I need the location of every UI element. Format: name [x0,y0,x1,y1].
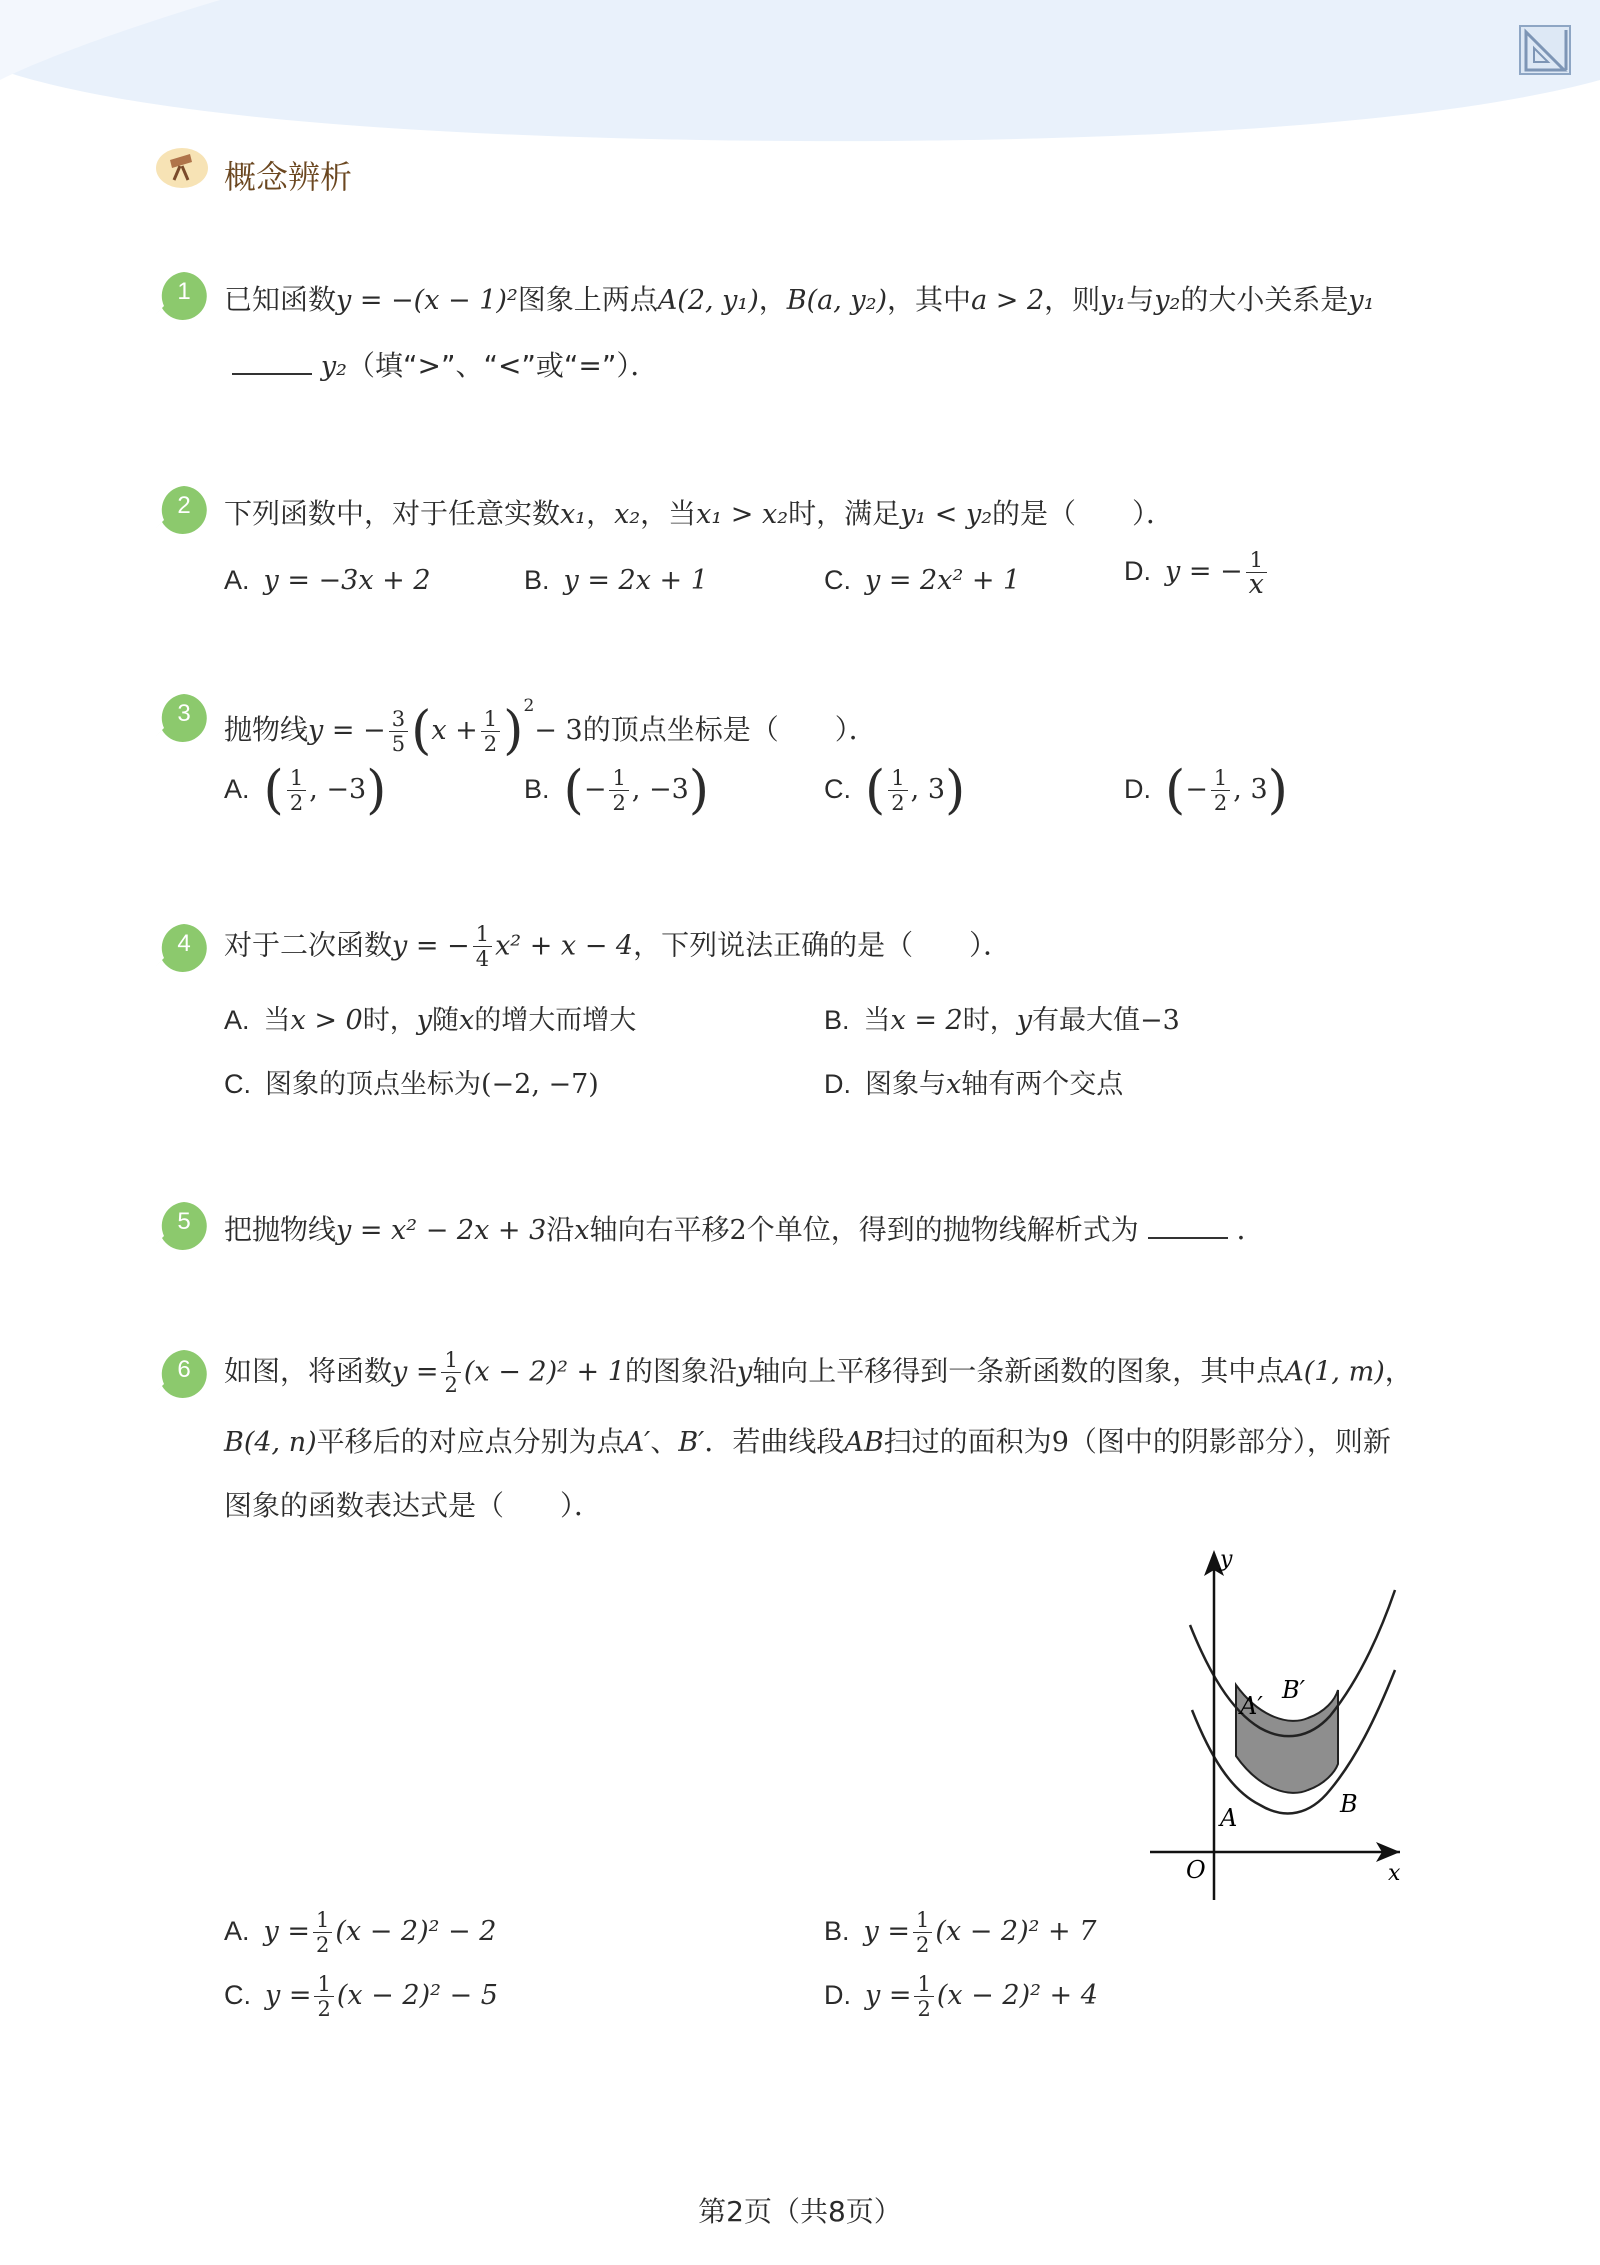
question-number-badge: 5 [156,1198,212,1254]
option-b[interactable]: B. 当x = 2时，y有最大值−3 [824,1005,1180,1036]
answer-blank[interactable] [1148,1211,1228,1239]
question-5 [156,1198,1446,1268]
question-stem: 已知函数y = −(x − 1)²图象上两点A(2, y₁)，B(a, y₂)，其中a > 2，则y₁与y₂的大小关系是y₁ [224,283,1375,316]
question-1 [156,268,1446,382]
question-4 [156,920,1446,1120]
question-stem-line3: 图象的函数表达式是（ ）． [224,1489,603,1522]
question-stem-line2: y₂（填“>”、“<”或“=”）． [232,346,658,387]
option-b[interactable]: B. y = 2x + 1 [524,565,708,596]
question-stem: 下列函数中，对于任意实数x₁，x₂，当x₁ > x₂时，满足y₁ < y₂的是（ ）． [224,497,1175,530]
question-number-badge: 4 [156,920,212,976]
answer-blank[interactable] [232,347,312,375]
point-a-label: A [1220,1804,1238,1832]
point-b-prime-label: B′ [1282,1676,1306,1704]
question-number-badge: 2 [156,482,212,538]
page-footer: 第2页（共8页） [698,2195,902,2228]
question-stem: 如图，将函数y = $\frac{1}{2}$ (x − 2)² + 1的图象沿y轴向上平移得到一条新函数的图象，其中点A(1, m)， [224,1348,1413,1397]
option-a[interactable]: A. 当x > 0时，y随x的增大而增大 [224,1005,637,1036]
option-b[interactable]: B. y = $\frac{1}{2}$ (x − 2)² + 7 [824,1908,1097,1957]
y-axis-label: y [1220,1547,1233,1572]
question-stem-line2: B(4, n)平移后的对应点分别为点A′、B′．若曲线段AB扫过的面积为9（图中的阴影部分），则新 [224,1425,1391,1458]
parabola-shifted [1190,1590,1395,1736]
option-d[interactable]: D. y = − $\frac{1}{x}$ [1124,548,1270,597]
point-a-prime-label: A′ [1240,1692,1263,1720]
option-c[interactable]: C. ( $\frac{1}{2}$ , 3) [824,760,966,821]
option-d[interactable]: D. (− $\frac{1}{2}$ , 3) [1124,760,1288,821]
option-c[interactable]: C. 图象的顶点坐标为(−2, −7) [224,1069,599,1100]
option-d[interactable]: D. 图象与x轴有两个交点 [824,1069,1124,1100]
section-title: 概念辨析 [224,158,353,196]
question-stem: 抛物线y = − $\frac{3}{5}$ (x + $\frac{1}{2}$ )$^2$− 3的顶点坐标是（ ）． [224,696,877,761]
option-a[interactable]: A. y = $\frac{1}{2}$ (x − 2)² − 2 [224,1908,497,1957]
header-band [0,0,1600,160]
question-stem: 对于二次函数y = − $\frac{1}{4}$ x² + x − 4，下列说法正确的是（ ）． [224,922,1012,971]
origin-label: O [1186,1856,1206,1884]
x-axis-label: x [1388,1861,1401,1886]
telescope-icon [156,146,218,190]
option-a[interactable]: A. ( $\frac{1}{2}$ , −3) [224,760,387,821]
question-2 [156,482,1446,622]
option-c[interactable]: C. y = $\frac{1}{2}$ (x − 2)² − 5 [224,1972,498,2021]
option-c[interactable]: C. y = 2x² + 1 [824,565,1021,596]
question-number-badge: 1 [156,268,212,324]
triangle-ruler-icon [1518,22,1574,78]
parabola-figure [1150,1540,1420,1910]
option-b[interactable]: B. (− $\frac{1}{2}$ , −3) [524,760,710,821]
option-a[interactable]: A. y = −3x + 2 [224,565,431,596]
question-3 [156,690,1446,850]
point-b-label: B [1340,1790,1358,1818]
question-number-badge: 6 [156,1346,212,1402]
question-number-badge: 3 [156,690,212,746]
question-stem: 把抛物线y = x² − 2x + 3沿x轴向右平移2个单位，得到的抛物线解析式为 ． [224,1213,1265,1246]
option-d[interactable]: D. y = $\frac{1}{2}$ (x − 2)² + 4 [824,1972,1098,2021]
